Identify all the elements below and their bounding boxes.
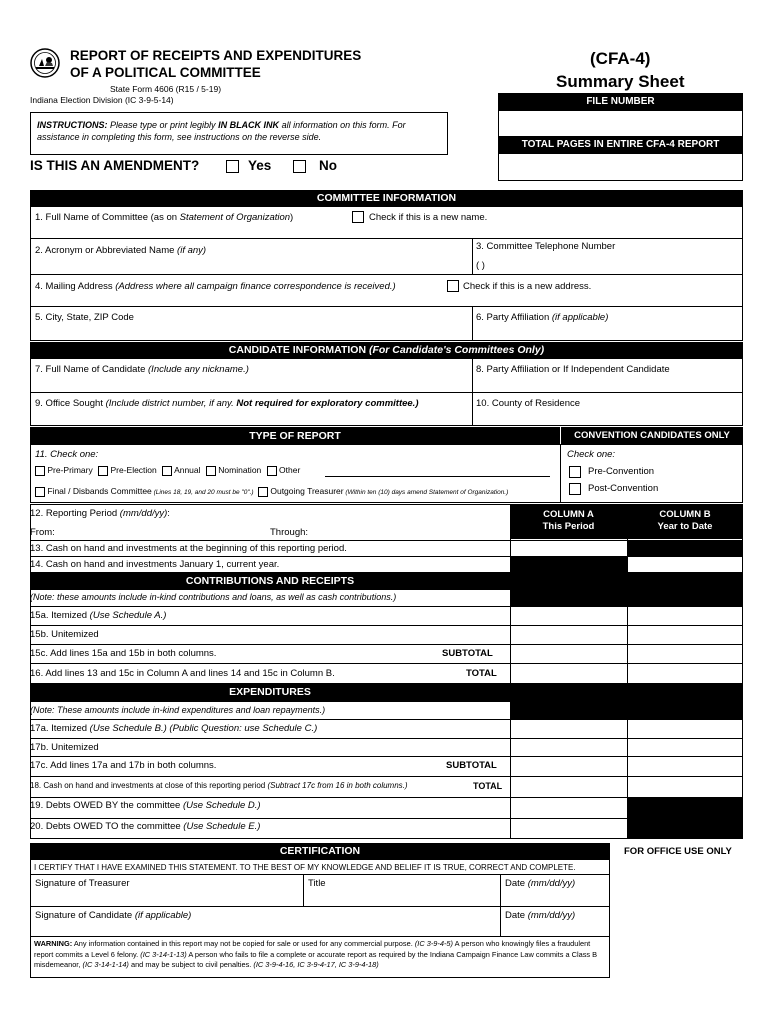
line-12-label: 12. Reporting Period	[30, 508, 120, 519]
pre-convention-label: Pre-Convention	[588, 466, 655, 477]
line-13-col-b-blocked	[627, 540, 743, 556]
form-title-line2: OF A POLITICAL COMMITTEE	[70, 65, 261, 80]
warning-cite-1: (IC 3-9-4-5)	[414, 939, 454, 948]
pre-primary-label: Pre-Primary	[47, 465, 93, 475]
line-13-col-a-input[interactable]	[511, 541, 626, 555]
line-12-label-end: :	[167, 508, 170, 519]
warning-part-3: A person who fails to file a complete or accurate report as required by the Indiana Campaign Finance Law commits a Class B misdemeanor,	[34, 949, 598, 969]
pre-convention-checkbox[interactable]	[569, 466, 581, 478]
treasurer-date-label: Date	[505, 878, 528, 889]
form-title-line1: REPORT OF RECEIPTS AND EXPENDITURES	[70, 48, 362, 63]
line-16-total: TOTAL	[466, 668, 497, 679]
line-15b: 15b. Unitemized	[30, 629, 99, 640]
candidate-date-field[interactable]	[505, 910, 575, 921]
line-17a-label: 17a. Itemized	[30, 723, 90, 734]
field-1-label-end: )	[290, 212, 294, 223]
warning-part-4: and may be subject to civil penalties.	[128, 960, 254, 969]
outgoing-treasurer-checkbox[interactable]	[258, 487, 268, 497]
line-14-col-b-input[interactable]	[628, 557, 742, 571]
certification-statement: I CERTIFY THAT I HAVE EXAMINED THIS STATEMENT. TO THE BEST OF MY KNOWLEDGE AND BELIEF IT IS TRUE, CORRECT AND COMPLETE.	[34, 863, 576, 872]
line-18-total: TOTAL	[473, 781, 503, 791]
warning-part-2: A person who knowingly files a fraudulent report commits a Level 6 felony.	[34, 939, 591, 959]
expenditures-note: (Note: These amounts include in-kind expenditures and loan repayments.)	[30, 705, 326, 715]
file-number-field[interactable]	[498, 110, 743, 137]
field-9-label-bold: Not required for exploratory committee.)	[236, 398, 419, 409]
warning-cite-3: (IC 3-14-1-14)	[82, 960, 129, 969]
line-15a-italic: (Use Schedule A.)	[89, 610, 167, 621]
warning-cite-2: (IC 3-14-1-13)	[140, 949, 187, 959]
line-17a	[30, 723, 317, 734]
warning-cite-4: (IC 3-9-4-16, IC 3-9-4-17, IC 3-9-4-18)	[253, 960, 379, 969]
candidate-header-italic: (For Candidate's Committees Only)	[368, 344, 545, 356]
line-18	[30, 781, 408, 790]
file-number-header: FILE NUMBER	[498, 93, 743, 111]
post-convention-checkbox[interactable]	[569, 483, 581, 495]
line-12-reporting-period	[30, 508, 170, 519]
period-from-field[interactable]: From:	[30, 527, 55, 538]
other-specify-line[interactable]	[325, 476, 550, 477]
line-16-col-a-input[interactable]	[511, 664, 626, 682]
exp-col-a-blocked	[510, 683, 627, 719]
candidate-date-label-italic: (mm/dd/yy)	[527, 910, 576, 921]
column-a-title: COLUMN A	[543, 509, 594, 520]
post-convention-label: Post-Convention	[588, 483, 659, 494]
candidate-header-text: CANDIDATE INFORMATION	[228, 344, 369, 356]
line-17b: 17b. Unitemized	[30, 742, 99, 753]
report-type-row-1	[35, 465, 300, 476]
contrib-col-b-blocked	[627, 572, 743, 606]
contributions-header: CONTRIBUTIONS AND RECEIPTS	[30, 573, 510, 589]
pre-election-checkbox[interactable]	[98, 466, 108, 476]
line-18-italic: (Subtract 17c from 16 in both columns.)	[267, 781, 408, 790]
summary-sheet-label: Summary Sheet	[556, 72, 685, 91]
line-20-italic: (Use Schedule E.)	[183, 821, 261, 832]
line-14-col-a-blocked	[510, 556, 627, 606]
for-office-use-only: FOR OFFICE USE ONLY	[624, 846, 732, 857]
field-9-office-sought[interactable]	[35, 398, 419, 409]
line-16: 16. Add lines 13 and 15c in Column A and lines 14 and 15c in Column B.	[30, 668, 335, 679]
field-4-label: 4. Mailing Address	[35, 281, 116, 292]
other-checkbox[interactable]	[267, 466, 277, 476]
warning-text	[34, 939, 606, 971]
instructions-text-2: all information on this form. For assistance in completing this form, see instructions on the reverse side.	[37, 120, 406, 142]
treasurer-date-label-italic: (mm/dd/yy)	[527, 878, 576, 889]
type-of-report-header: TYPE OF REPORT	[30, 427, 560, 445]
annual-label: Annual	[174, 465, 201, 475]
candidate-signature-label: Signature of Candidate	[35, 910, 135, 921]
line-19-20-col-b-blocked	[627, 797, 743, 839]
field-9-label-italic: (Include district number, if any.	[105, 398, 237, 409]
candidate-date-label: Date	[505, 910, 528, 921]
outgoing-treasurer-label: Outgoing Treasurer	[270, 486, 344, 496]
amendment-yes-label: Yes	[248, 158, 272, 173]
field-1-committee-name[interactable]	[35, 212, 293, 223]
field-7-candidate-name[interactable]	[35, 364, 249, 375]
instructions-ink: IN BLACK INK	[218, 120, 280, 130]
field-6-party-affiliation[interactable]	[476, 312, 608, 323]
field-4-label-italic: (Address where all campaign finance correspondence is received.)	[115, 281, 396, 292]
line-13: 13. Cash on hand and investments at the beginning of this reporting period.	[30, 543, 347, 554]
warning-label: WARNING:	[34, 939, 73, 948]
line-15c: 15c. Add lines 15a and 15b in both columns.	[30, 648, 217, 659]
instructions-text-1: Please type or print legibly	[107, 120, 219, 130]
convention-check-one-label: Check one:	[567, 449, 616, 460]
amendment-no-label: No	[319, 158, 337, 173]
final-disbands-label: Final / Disbands Committee	[47, 486, 152, 496]
form-number: State Form 4606 (R15 / 5-19)	[110, 84, 222, 94]
line-17c: 17c. Add lines 17a and 17b in both columns.	[30, 760, 217, 771]
committee-info-header: COMMITTEE INFORMATION	[30, 190, 743, 207]
amendment-question: IS THIS AN AMENDMENT?	[30, 158, 200, 173]
warning-part-1: Any information contained in this report may not be copied for sale or used for any commercial purpose.	[72, 939, 415, 948]
expenditures-header: EXPENDITURES	[30, 683, 510, 701]
line-18-col-a-input[interactable]	[511, 777, 626, 796]
nomination-label: Nomination	[218, 465, 262, 475]
field-2-label: 2. Acronym or Abbreviated Name	[35, 245, 178, 256]
signature-of-treasurer-field[interactable]: Signature of Treasurer	[35, 878, 130, 889]
indiana-seal-logo	[30, 48, 60, 78]
amendment-no-checkbox[interactable]	[293, 160, 306, 173]
line-20	[30, 821, 260, 832]
field-1-label: 1. Full Name of Committee (as on	[35, 212, 180, 223]
line-15c-subtotal: SUBTOTAL	[442, 648, 493, 659]
line-19-label: 19. Debts OWED BY the committee	[30, 800, 183, 811]
title-field[interactable]: Title	[308, 878, 326, 889]
column-b-subtitle: Year to Date	[657, 521, 713, 532]
new-address-label: Check if this is a new address.	[463, 281, 592, 292]
outgoing-treasurer-note: (Within ten (10) days amend Statement of Organization.)	[343, 489, 509, 496]
field-3-telephone[interactable]: 3. Committee Telephone Number	[476, 241, 616, 252]
field-2-acronym[interactable]	[35, 245, 206, 256]
period-through-field[interactable]: Through:	[270, 527, 309, 538]
pre-election-label: Pre-Election	[110, 465, 157, 475]
field-5-city-state-zip[interactable]: 5. City, State, ZIP Code	[35, 312, 134, 323]
field-1-label-italic: Statement of Organization	[179, 212, 291, 223]
column-b-title: COLUMN B	[659, 509, 711, 520]
instructions-label: INSTRUCTIONS:	[37, 120, 108, 130]
contributions-note: (Note: these amounts include in-kind contributions and loans, as well as cash contributions.)	[30, 592, 397, 602]
amendment-yes-checkbox[interactable]	[226, 160, 239, 173]
candidate-info-header	[30, 342, 743, 359]
column-b-header	[627, 504, 743, 539]
line-17c-subtotal: SUBTOTAL	[446, 760, 497, 771]
line-20-label: 20. Debts OWED TO the committee	[30, 821, 184, 832]
line-16-col-b-input[interactable]	[628, 664, 742, 682]
field-7-label-italic: (Include any nickname.)	[148, 364, 249, 375]
treasurer-date-field[interactable]	[505, 878, 575, 889]
nomination-checkbox[interactable]	[206, 466, 216, 476]
division-label: Indiana Election Division (IC 3-9-5-14)	[30, 95, 174, 105]
field-9-label: 9. Office Sought	[35, 398, 106, 409]
new-name-checkbox[interactable]	[352, 211, 364, 223]
field-8-party-independent[interactable]: 8. Party Affiliation or If Independent Candidate	[476, 364, 670, 375]
line-15a-label: 15a. Itemized	[30, 610, 90, 621]
signature-of-candidate-field[interactable]	[35, 910, 191, 921]
line-15a	[30, 610, 166, 621]
final-disbands-checkbox[interactable]	[35, 487, 45, 497]
cfa-label: (CFA-4)	[590, 49, 651, 68]
field-10-county[interactable]: 10. County of Residence	[476, 398, 581, 409]
field-7-label: 7. Full Name of Candidate	[35, 364, 149, 375]
pre-primary-checkbox[interactable]	[35, 466, 45, 476]
instructions-box	[30, 112, 448, 155]
column-a-subtitle: This Period	[542, 521, 595, 532]
exp-col-b-blocked	[627, 683, 743, 719]
field-6-label-italic: (if applicable)	[551, 312, 609, 323]
line-17a-italic: (Use Schedule B.) (Public Question: use Schedule C.)	[89, 723, 318, 734]
new-address-checkbox[interactable]	[447, 280, 459, 292]
line-18-label: 18. Cash on hand and investments at close of this reporting period	[30, 781, 268, 790]
convention-header: CONVENTION CANDIDATES ONLY	[561, 427, 743, 445]
line-14: 14. Cash on hand and investments January 1, current year.	[30, 559, 280, 570]
new-name-label: Check if this is a new name.	[369, 212, 488, 223]
check-one-label: 11. Check one:	[35, 449, 99, 460]
other-label: Other	[279, 465, 301, 475]
field-2-label-italic: (if any)	[177, 245, 207, 256]
field-3-phone-parens: ( )	[476, 260, 485, 271]
total-pages-field[interactable]	[498, 153, 743, 181]
column-a-header	[510, 504, 627, 539]
field-4-mailing-address[interactable]	[35, 281, 396, 292]
line-12-label-italic: (mm/dd/yy)	[119, 508, 168, 519]
report-type-row-2	[35, 486, 508, 497]
certification-header: CERTIFICATION	[30, 843, 610, 860]
line-15a-col-a-input[interactable]	[511, 607, 626, 624]
line-15a-col-b-input[interactable]	[628, 607, 742, 624]
candidate-signature-label-italic: (if applicable)	[134, 910, 192, 921]
total-pages-header: TOTAL PAGES IN ENTIRE CFA-4 REPORT	[498, 136, 743, 154]
line-19-italic: (Use Schedule D.)	[182, 800, 261, 811]
final-disbands-note: (Lines 18, 19, and 20 must be "0".)	[151, 489, 254, 496]
annual-checkbox[interactable]	[162, 466, 172, 476]
line-19	[30, 800, 261, 811]
field-6-label: 6. Party Affiliation	[476, 312, 552, 323]
